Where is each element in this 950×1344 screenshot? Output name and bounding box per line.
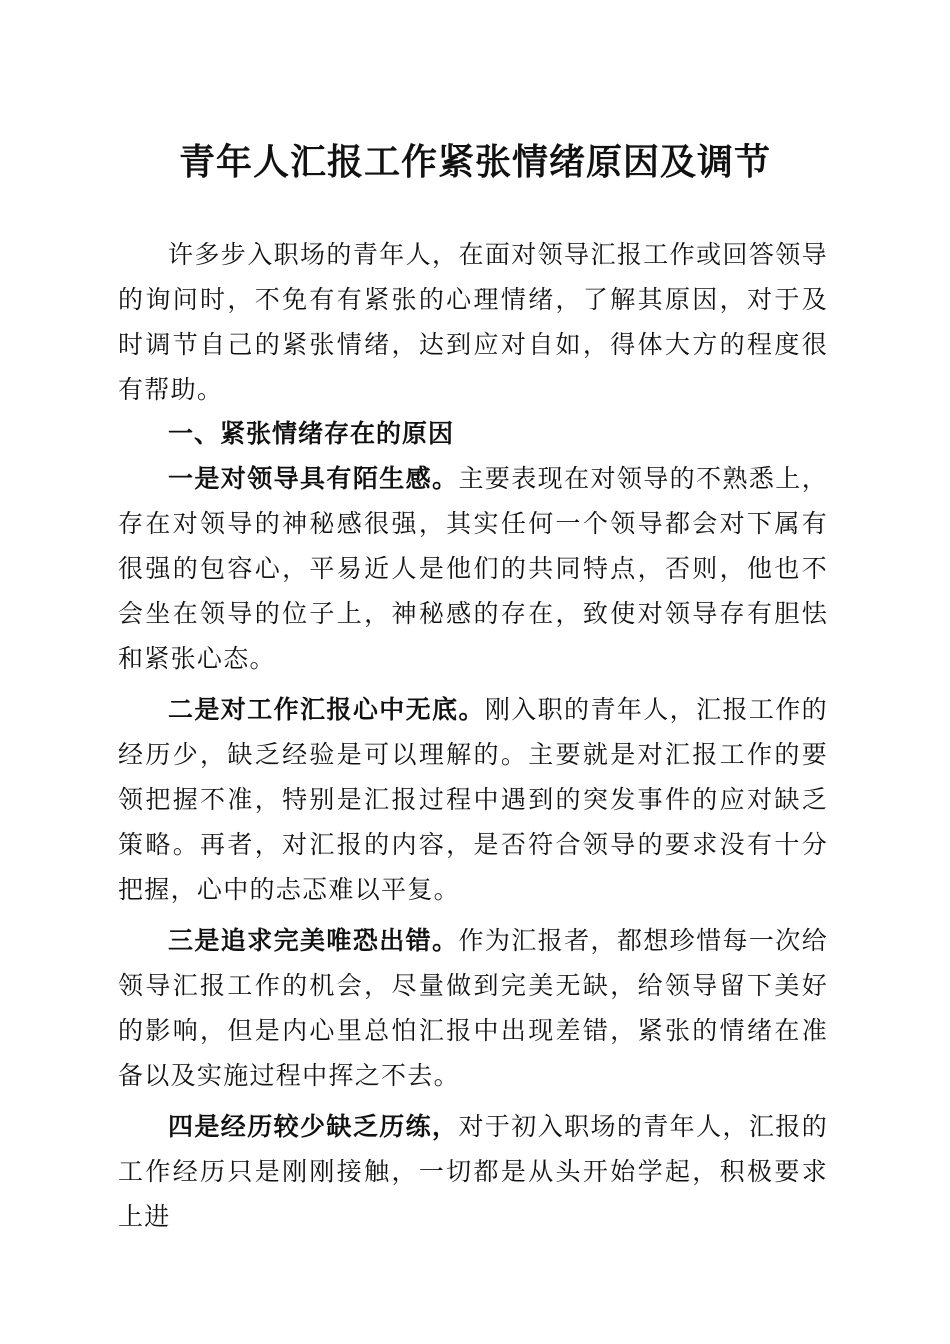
point-lead-4: 四是经历较少缺乏历练， <box>168 1112 459 1141</box>
point-lead-3: 三是追求完美唯恐出错。 <box>168 926 459 955</box>
page-title: 青年人汇报工作紧张情绪原因及调节 <box>178 141 771 183</box>
point-lead-2: 二是对工作汇报心中无底。 <box>168 695 485 724</box>
point-paragraph-4 <box>118 1104 828 1239</box>
point-paragraph-2 <box>118 687 828 912</box>
point-paragraph-3 <box>118 918 828 1098</box>
point-text-4: 对于初入职场的青年人，汇报的工作经历只是刚刚接触，一切都是从头开始学起，积极要求上进 <box>118 1112 828 1231</box>
point-text-3: 作为汇报者，都想珍惜每一次给领导汇报工作的机会，尽量做到完美无缺，给领导留下美好的影响，但是内心里总怕汇报中出现差错，紧张的情绪在准备以及实施过程中挥之不去。 <box>118 926 828 1090</box>
point-text-2: 刚入职的青年人，汇报工作的经历少，缺乏经验是可以理解的。主要就是对汇报工作的要领把握不准，特别是汇报过程中遇到的突发事件的应对缺乏策略。再者，对汇报的内容，是否符合领导的要求没有十分把握，心中的忐忑难以平复。 <box>118 695 828 904</box>
point-text-1: 主要表现在对领导的不熟悉上，存在对领导的神秘感很强，其实任何一个领导都会对下属有很强的包容心，平易近人是他们的共同特点，否则，他也不会坐在领导的位子上，神秘感的存在，致使对领导存有胆怯和紧张心态。 <box>118 464 828 673</box>
point-lead-1: 一是对领导具有陌生感。 <box>168 464 459 493</box>
point-paragraph-1 <box>118 456 828 681</box>
intro-paragraph: 许多步入职场的青年人，在面对领导汇报工作或回答领导的询问时，不免有有紧张的心理情绪，了解其原因，对于及时调节自己的紧张情绪，达到应对自如，得体大方的程度很有帮助。 <box>118 240 828 404</box>
document-body <box>118 232 828 1239</box>
section-heading: 一、紧张情绪存在的原因 <box>168 419 455 448</box>
